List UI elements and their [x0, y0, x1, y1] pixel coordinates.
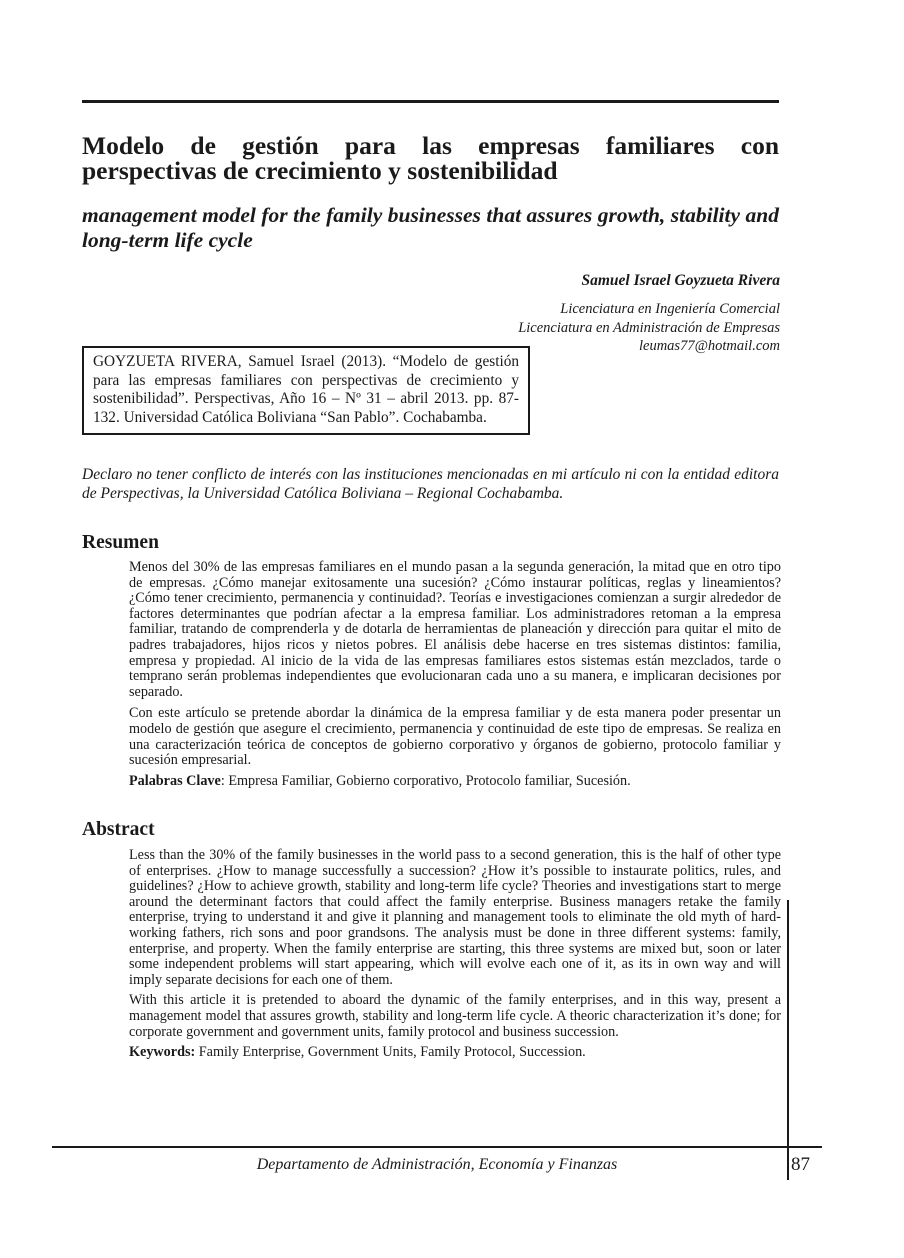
author-affiliation: [518, 300, 780, 356]
author-name: Samuel Israel Goyzueta Rivera: [581, 272, 780, 289]
resumen-keywords-label: Palabras Clave: [129, 772, 221, 789]
abstract-paragraph-2: With this article it is pretended to aboard the dynamic of the family enterprises, and in this way, present a management model that assures growth, stability and long-term life cycle. A theoric characterization it’s done; for corporate government and government units, family protocol and business succession.: [129, 992, 781, 1040]
citation-box: GOYZUETA RIVERA, Samuel Israel (2013). “Modelo de gestión para las empresas familiares con perspectivas de crecimiento y sostenibilidad”. Perspectivas, Año 16 – Nº 31 – abril 2013. pp. 87-132. Universidad Católica Boliviana “San Pablo”. Cochabamba.: [82, 346, 530, 435]
title-spanish: Modelo de gestión para las empresas familiares con perspectivas de crecimiento y sostenibilidad: [82, 131, 779, 185]
page-number: 87: [791, 1154, 810, 1175]
author-email: leumas77@hotmail.com: [638, 338, 780, 354]
resumen-heading: Resumen: [82, 532, 159, 553]
title-english: management model for the family businesses that assures growth, stability and long-term life cycle: [82, 203, 779, 252]
resumen-keywords: [129, 774, 781, 790]
resumen-paragraph-2: Con este artículo se pretende abordar la dinámica de la empresa familiar y de esta manera poder presentar un modelo de gestión que asegure el crecimiento, permanencia y continuidad de este tipo de empresas. Se realiza en una caracterización teórica de conceptos de gobierno corporativo y órganos de gobierno, protocolo familiar y sucesión empresarial.: [129, 705, 781, 769]
margin-vertical-rule: [787, 900, 789, 1180]
author-degree-2: Licenciatura en Administración de Empresas: [518, 319, 780, 336]
abstract-keywords: [129, 1045, 781, 1061]
abstract-keywords-label: Keywords:: [129, 1044, 196, 1061]
top-rule: [82, 100, 779, 103]
footer-department: Departamento de Administración, Economía y Finanzas: [256, 1156, 618, 1173]
footer-rule: [52, 1146, 822, 1148]
conflict-declaration: Declaro no tener conflicto de interés con las instituciones mencionadas en mi artículo ni con la entidad editora de Perspectivas, la Universidad Católica Boliviana – Regional Cochabamba.: [82, 466, 779, 502]
resumen-body: [129, 560, 781, 789]
abstract-heading: Abstract: [82, 819, 155, 840]
resumen-keywords-list: : Empresa Familiar, Gobierno corporativo, Protocolo familiar, Sucesión.: [220, 772, 631, 789]
resumen-paragraph-1: Menos del 30% de las empresas familiares en el mundo pasan a la segunda generación, la mitad que en otro tipo de empresas. ¿Cómo manejar exitosamente una sucesión? ¿Cómo instaurar políticas, reglas y lineamientos? ¿Cómo tener crecimiento, permanencia y continuidad?. Teorías e investigaciones comienzan a surgir alrededor de factores determinantes que podrían afectar a la empresa familiar. Los administradores retoman a la empresa familiar, tratando de comprenderla y de dotarla de herramientas de planeación y dirección para quitar el mito de padres trabajadores, hijos ricos y nietos pobres. El análisis debe hacerse en tres sistemas distintos: familia, empresa y propiedad. Al inicio de la vida de las empresas familiares estos sistemas están mezclados, tarde o temprano serán problemas independientes que evolucionaran cada uno a su manera, e implicaran decisiones por separado.: [129, 559, 781, 700]
author-degree-1: Licenciatura en Ingeniería Comercial: [560, 301, 780, 317]
abstract-paragraph-1: Less than the 30% of the family businesses in the world pass to a second generation, this is the half of other type of enterprises. ¿How to manage successfully a succession? ¿How it’s possible to instaurate politics, rules, and guidelines? ¿How to achieve growth, stability and long-term life cycle? Theories and investigations start to merge around the determinant factors that could affect the family enterprise. Business managers retake the family enterprise, trying to understand it and give it planning and management tools to eliminate the old myth of hard-working fathers, rich sons and poor grandsons. The analysis must be done in three different systems: family, enterprise, and property. When the family enterprise are starting, this three systems are mixed but, soon or later some independent problems will start appearing, which will evolve each one of it, as its in own way and will imply separate decisions for each one of them.: [129, 847, 781, 988]
abstract-body: [129, 848, 781, 1061]
abstract-keywords-list: Family Enterprise, Government Units, Family Protocol, Succession.: [195, 1044, 586, 1061]
